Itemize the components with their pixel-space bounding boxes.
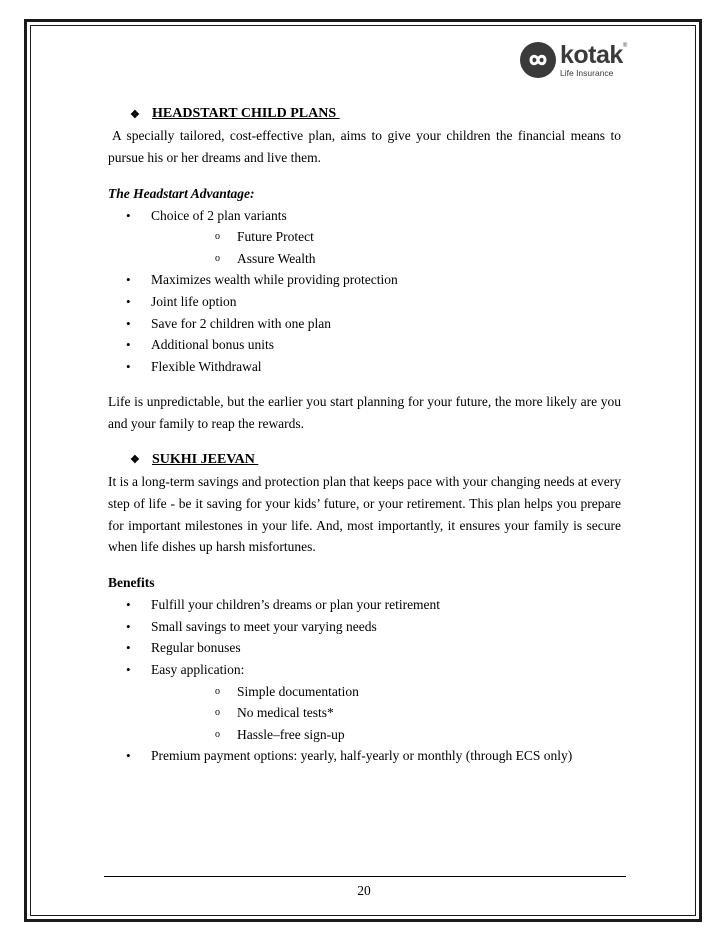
bullet-dot-icon: • [126, 337, 131, 353]
list-item: • Easy application: [108, 659, 621, 681]
list-item: • Choice of 2 plan variants [108, 205, 621, 227]
list-item: • Maximizes wealth while providing protection [108, 269, 621, 291]
bullet-dot-icon: • [126, 748, 131, 764]
document-body [108, 103, 621, 767]
list-item: • Joint life option [108, 291, 621, 313]
section-heading-sukhi-jeevan [130, 449, 621, 471]
heading-text: HEADSTART CHILD PLANS [152, 106, 340, 121]
hollow-circle-icon: o [215, 707, 220, 719]
list-item: o Future Protect [151, 226, 621, 248]
bullet-dot-icon: • [126, 661, 131, 677]
variants-container [108, 226, 621, 269]
headstart-advantages-list [108, 205, 621, 378]
hollow-circle-icon: o [215, 685, 220, 697]
benefits-title: Benefits [108, 575, 155, 591]
bullet-dot-icon: • [126, 293, 131, 309]
plan-variants-list [151, 226, 621, 269]
bullet-dot-icon: • [126, 207, 131, 223]
sukhi-jeevan-intro: It is a long-term savings and protection plan that keeps pace with your changing needs at every step of life - be it saving for your kids’ future, or your retirement. This plan helps you prepare for important milestones in your life. And, most importantly, it ensures your family is secure when life dishes up harsh misfortunes. [108, 473, 621, 555]
list-item: • Save for 2 children with one plan [108, 313, 621, 335]
list-item: o Simple documentation [151, 681, 621, 703]
bullet-dot-icon: • [126, 272, 131, 288]
page-number: 20 [357, 883, 371, 898]
list-item: • Small savings to meet your varying needs [108, 616, 621, 638]
bullet-dot-icon: • [126, 640, 131, 656]
headstart-closing: Life is unpredictable, but the earlier you start planning for your future, the more likely are you and your family to reap the rewards. [108, 394, 621, 432]
list-item: o Hassle–free sign-up [151, 724, 621, 746]
list-item: • Flexible Withdrawal [108, 356, 621, 378]
bullet-dot-icon: • [126, 315, 131, 331]
list-item: • Premium payment options: yearly, half-yearly or monthly (through ECS only) [108, 745, 621, 767]
application-items-list [151, 681, 621, 746]
heading-text: SUKHI JEEVAN [152, 451, 259, 467]
bullet-dot-icon: • [126, 618, 131, 634]
section-heading-headstart [130, 103, 621, 125]
list-item: • Additional bonus units [108, 334, 621, 356]
hollow-circle-icon: o [215, 231, 220, 243]
application-items-container [108, 681, 621, 746]
bullet-dot-icon: • [126, 358, 131, 374]
list-item: o Assure Wealth [151, 248, 621, 270]
list-item: • Regular bonuses [108, 637, 621, 659]
logo-brand: kotak® [560, 40, 627, 69]
list-item: o No medical tests* [151, 702, 621, 724]
diamond-bullet-icon: ❖ [130, 108, 140, 121]
footer-divider [104, 876, 626, 877]
logo-subtitle: Life Insurance [560, 67, 614, 78]
benefits-list [108, 594, 621, 767]
headstart-advantage-title: The Headstart Advantage: [108, 185, 255, 201]
hollow-circle-icon: o [215, 252, 220, 264]
list-item: • Fulfill your children’s dreams or plan your retirement [108, 594, 621, 616]
diamond-bullet-icon: ❖ [130, 454, 140, 467]
bullet-dot-icon: • [126, 597, 131, 613]
kotak-logo-icon [520, 42, 556, 78]
kotak-logo [520, 40, 627, 80]
hollow-circle-icon: o [215, 728, 220, 740]
headstart-intro: A specially tailored, cost-effective plan, aims to give your children the financial means to pursue his or her dreams and live them. [108, 128, 621, 165]
